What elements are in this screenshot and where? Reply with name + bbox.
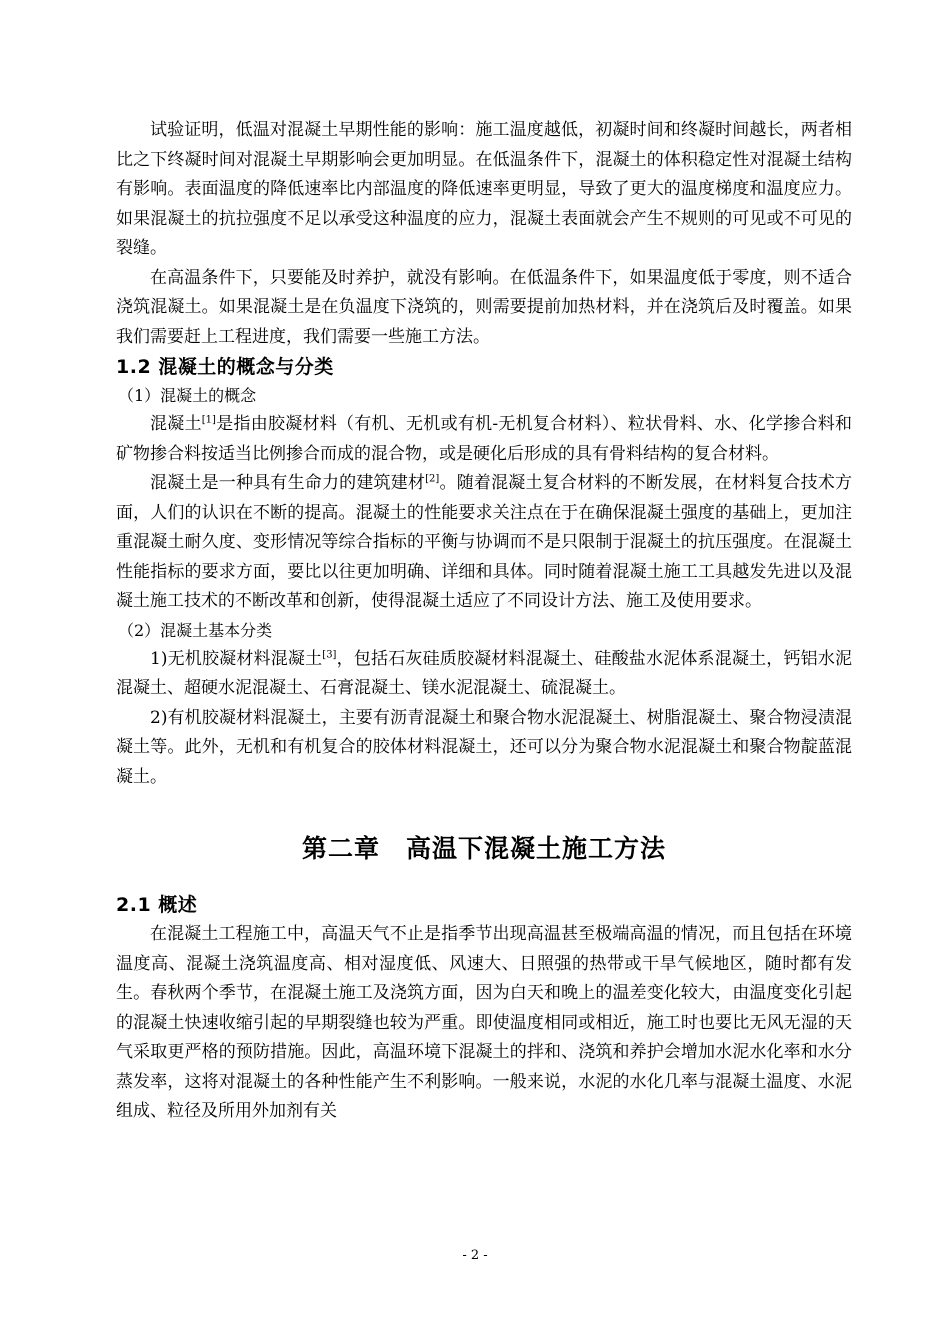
chapter-title: 第二章 高温下混凝土施工方法 (301, 834, 666, 863)
section-heading-1-2: 1.2 混凝土的概念与分类 (116, 356, 334, 378)
paragraph-high-temperature-conditions: 在高温条件下，只要能及时养护，就没有影响。在低温条件下，如果温度低于零度，则不适合浇筑混凝土。如果混凝土是在负温度下浇筑的，则需要提前加热材料，并在浇筑后及时覆盖。如果我们需要赶上工程进度，我们需要一些施工方法。 (116, 267, 852, 347)
paragraph-organic-concrete: 2)有机胶凝材料混凝土，主要有沥青混凝土和聚合物水泥混凝土、树脂混凝土、聚合物浸渍混凝土等。此外，无机和有机复合的胶体材料混凝土，还可以分为聚合物水泥混凝土和聚合物靛蓝混凝土。 (116, 707, 852, 787)
citation-ref-1: [1] (201, 414, 216, 426)
paragraph-concrete-development (116, 469, 852, 617)
text-run: 混凝土是一种具有生命力的建筑建材 (150, 473, 426, 493)
section-heading-2-1: 2.1 概述 (116, 894, 198, 916)
text-run: 。随着混凝土复合材料的不断发展，在材料复合技术方面，人们的认识在不断的提高。混凝土的性能要求关注点在于在确保混凝土强度的基础上，更加注重混凝土耐久度、变形情况等综合指标的平衡与协调而不是只限制于混凝土的抗压强度。在混凝土性能指标的要求方面，要比以往更加明确、详细和具体。同时随着混凝土施工工具越发先进以及混凝土施工技术的不断改革和创新，使得混凝土适应了不同设计方法、施工及使用要求。 (116, 473, 853, 611)
text-run: 1)无机胶凝材料混凝土 (150, 648, 323, 669)
text-run: ，包括石灰硅质胶凝材料混凝土、硅酸盐水泥体系混凝土，钙铝水泥混凝土、超硬水泥混凝土、石膏混凝土、镁水泥混凝土、硫混凝土。 (116, 648, 852, 698)
paragraph-overview: 在混凝土工程施工中，高温天气不止是指季节出现高温甚至极端高温的情况，而且包括在环境温度高、混凝土浇筑温度高、相对湿度低、风速大、日照强的热带或干旱气候地区，随时都有发生。春秋两个季节，在混凝土施工及浇筑方面，因为白天和晚上的温差变化较大，由温度变化引起的混凝土快速收缩引起的早期裂缝也较为严重。即使温度相同或相近，施工时也要比无风无湿的天气采取更严格的预防措施。因此，高温环境下混凝土的拌和、浇筑和养护会增加水泥水化率和水分蒸发率，这将对混凝土的各种性能产生不利影响。一般来说，水泥的水化几率与混凝土温度、水泥组成、粒径及所用外加剂有关 (116, 924, 852, 1121)
paragraph-low-temperature-effects: 试验证明，低温对混凝土早期性能的影响：施工温度越低，初凝时间和终凝时间越长，两者相比之下终凝时间对混凝土早期影响会更加明显。在低温条件下，混凝土的体积稳定性对混凝土结构有影响。表面温度的降低速率比内部温度的降低速率更明显，导致了更大的温度梯度和温度应力。如果混凝土的抗拉强度不足以承受这种温度的应力，混凝土表面就会产生不规则的可见或不可见的裂缝。 (116, 120, 852, 258)
paragraph-inorganic-concrete (116, 645, 852, 704)
paragraph-concrete-definition (116, 410, 852, 469)
citation-ref-3: [3] (322, 648, 337, 660)
text-run: 混凝土 (150, 414, 202, 434)
citation-ref-2: [2] (425, 473, 440, 485)
subheading-concept: （1）混凝土的概念 (118, 386, 257, 405)
subheading-classification: （2）混凝土基本分类 (118, 620, 273, 640)
text-run: 是指由胶凝材料（有机、无机或有机-无机复合材料）、粒状骨料、水、化学掺合料和矿物掺合料按适当比例掺合而成的混合物，或是硬化后形成的具有骨料结构的复合材料。 (116, 414, 852, 464)
page-number: - 2 - (462, 1248, 488, 1263)
page-content (116, 116, 852, 1127)
